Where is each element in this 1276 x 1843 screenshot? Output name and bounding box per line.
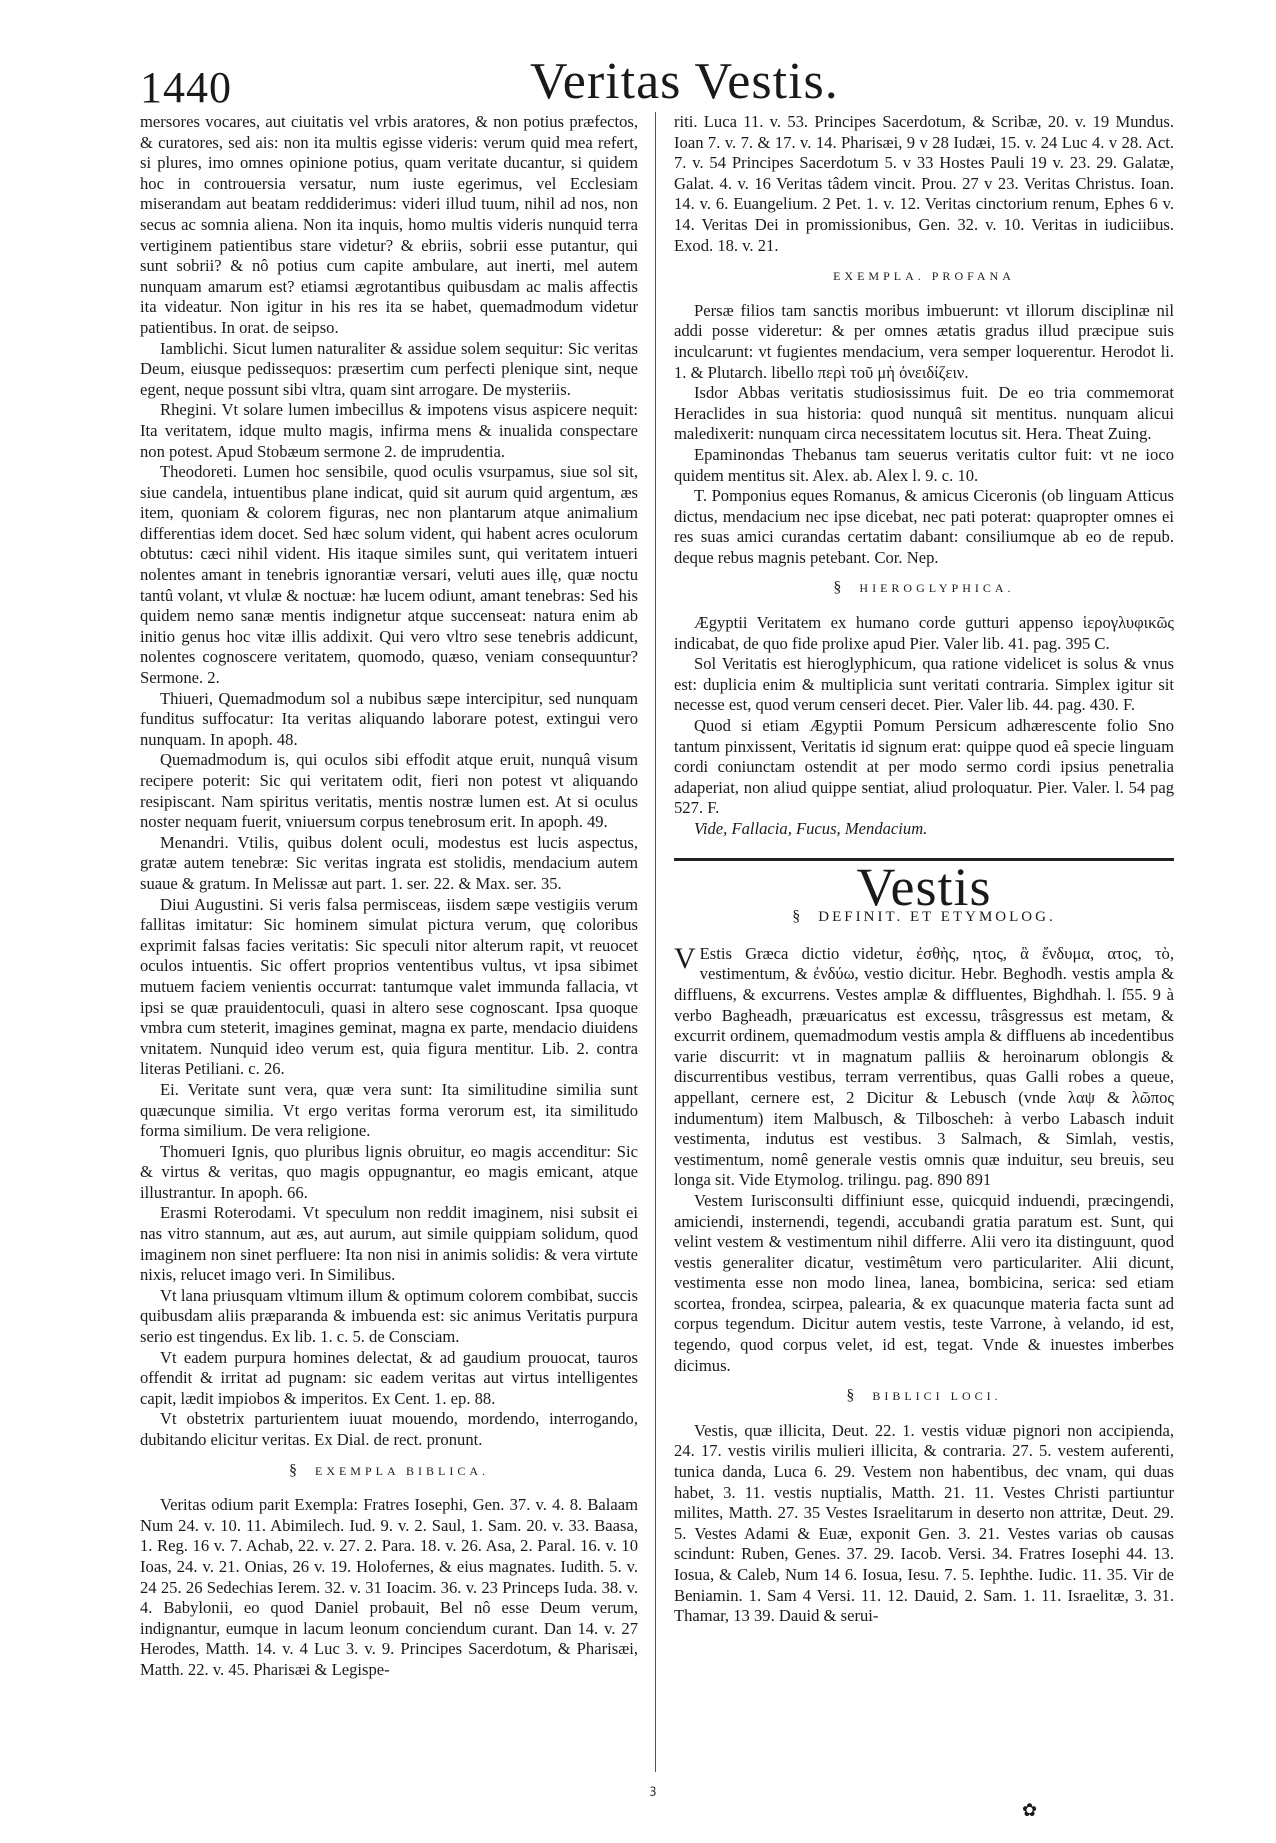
definit-paragraph: Vestem Iurisconsulti diffiniunt esse, quicquid induendi, præcingendi, amiciendi, insternendi, tegendi, accubandi gratia paratum est. Sunt, qui velint vestem & vestimentum nihil differre. Alii vero ita distinguunt, quod vestis generaliter dicatur, vestimêtum vero particulariter. Alii dicunt, vestimenta esse non modo linea, lanea, bombicina, serica: sed etiam scortea, frondea, scirpea, palearia, & ex quacunque materia facta sunt ad corpus tegendum. Dicitur autem vestis, teste Varrone, à velando, id est, tegendo, quod corpus velet, id est, tegat. Vnde & inuestes imberbes dicimus.	[674, 1190, 1174, 1375]
right-intro: riti. Luca 11. v. 53. Principes Sacerdotum, & Scribæ, 20. v. 19 Mundus. Ioan 7. v. 7. & 17. v. 14. Pharisæi, 9 v 28 Iudæi, 15. v. 24 Luc 4. v 28. Act. 7. v. 54 Principes Sacerdotum 5. v 33 Hostes Pauli 19 v. 23. 29. Galatæ, Galat. 4. v. 16 Veritas tâdem vincit. Prou. 27 v 23. Veritas Christus. Ioan. 14. v. 6. Euangelium. 2 Pet. 1. v. 12. Veritas cinctorium renum, Ephes 6 v. 14. Veritas Dei in promissionibus, Gen. 32. v. 10. Veritas in iudiciibus. Exod. 18. v. 21.	[674, 112, 1174, 255]
left-paragraph: Ei. Veritate sunt vera, quæ vera sunt: Ita similitudine similia sunt quæcunque similia. Vt ergo veritas forma verorum est, ita similitudo forma similium. De vera religione.	[140, 1079, 638, 1141]
left-paragraph: Iamblichi. Sicut lumen naturaliter & assidue solem sequitur: Sic veritas Deum, eiusque pedissequos: præsertim cum perfecti plenique sint, neque egent, neque possunt sibi vltra, quam sint arrogare. De mysteriis.	[140, 338, 638, 399]
signature-mark: ꝫ	[650, 1782, 657, 1796]
section-heading-profana	[674, 266, 1174, 287]
left-paragraph: Diui Augustini. Si veris falsa permisceas, iisdem sæpe vestigiis verum fallitas imitatur: Sic hominem simulat pictura verum, quę coloribus exprimit falsas facies veritatis: Sic speculi nitor alterum rapit, vt reuocet oculos intuentis. Sic offert proprios vententibus vultus, vt ipsa sibimet mutuem faciem venientis occurrat: tantumque valet immunda fallacia, vt ipsi se quæ prauidentoculi, quasi in altero sese cognoscant. Ipsa quoque vmbra cum steterit, imagines geminat, magna ex parte, mendacio diuidens vnitatem. Nunquid ideo verum est, quia figura mentitur. Lib. 2. contra literas Petiliani. c. 26.	[140, 894, 638, 1079]
left-paragraph: Theodoreti. Lumen hoc sensibile, quod oculis vsurpamus, siue sol sit, siue candela, intuentibus plane indicat, quid sit aurum quid argentum, æs item, quoniam & colorem figuras, nec non plantarum atque animalium differentias idem docet. Sed hæc solum vident, qui habent acres oculorum obtutus: cæci nihil vident. His itaque similes sunt, qui veritatem intueri nolentes amant in tenebris ignorantiæ versari, veluti aues illę, quæ noctu tantû volant, vt vlulæ & noctuæ: hæ lucem odiunt, amant tenebras: Sed his quidem nemo sanæ mentis indignetur atque succenseat: natura enim ab initio genus hoc vitæ illis addixit. Qui vero vltro sese tenebris addicunt, nolentes cognoscere veritatem, quomodo, quæso, veniam consequuntur? Sermone. 2.	[140, 462, 638, 688]
left-paragraph: Thomueri Ignis, quo pluribus lignis obruitur, eo magis accenditur: Sic & virtus & veritas, quo magis oppugnantur, eo magis emicant, atque illustrantur. In apoph. 66.	[140, 1141, 638, 1202]
profana-paragraph: Epaminondas Thebanus tam seuerus veritatis cultor fuit: vt ne ioco quidem mentitus sit. Alex. ab. Alex l. 9. c. 10.	[674, 444, 1174, 485]
right-column	[674, 112, 1174, 1792]
section-mark: §	[792, 908, 801, 926]
section-title: BIBLICI LOCI.	[872, 1389, 1002, 1404]
section-heading-hieroglyphica	[674, 578, 1174, 599]
left-column	[140, 112, 638, 1792]
hiero-paragraph: Sol Veritatis est hieroglyphicum, qua ratione videlicet is solus & vnus est: duplicia enim & multiplicia sunt veritati contraria. Simplex igitur sit necesse est, quod verum censeri decet. Pier. Valer lib. 44. pag. 430. F.	[674, 654, 1174, 715]
left-paragraph: Quemadmodum is, qui oculos sibi effodit atque eruit, nunquâ visum recipere poterit: Sic qui veritatem odit, fieri non potest vt aliquando resipiscant. Nam spiritus veritatis, mentis nostræ lumen est. At si oculus noster nequam fuerit, vniuersum corpus tenebrosum erit. In apoph. 49.	[140, 750, 638, 832]
profana-paragraph: Isdor Abbas veritatis studiosissimus fuit. De eo tria commemorat Heraclides in sua historia: quod nunquâ sit mentitus. nunquam alicui maledixerit: nunquam circa necessitatem locutus sit. Hera. Theat Zuing.	[674, 383, 1174, 444]
section-mark: §	[288, 1461, 297, 1479]
hiero-paragraph: Ægyptii Veritatem ex humano corde gutturi appenso ἱερογλυφικῶς indicabat, de quo fide prolixe apud Pier. Valer lib. 41. pag. 395 C.	[674, 613, 1174, 653]
section-title: HIEROGLYPHICA.	[859, 581, 1015, 596]
left-paragraph: Vt eadem purpura homines delectat, & ad gaudium prouocat, tauros offendit & irritat ad pugnam: sic eadem veritas aut virtus intelligentes capit, lædit impiobos & imperitos. Ex Cent. 1. ep. 88.	[140, 1347, 638, 1408]
left-paragraph: Vt lana priusquam vltimum illum & optimum colorem combibat, succis quibusdam aliis præparanda & imbuenda est: sic animus Veritatis purpura serio est tingendus. Ex lib. 1. c. 5. de Consciam.	[140, 1285, 638, 1347]
biblica-text: Veritas odium parit Exempla: Fratres Iosephi, Gen. 37. v. 4. 8. Balaam Num 24. v. 10. 11. Abimilech. Iud. 9. v. 2. Saul, 1. Sam. 20. v. 33. Baasa, 1. Reg. 16 v. 7. Achab, 22. v. 27. 2. Para. 18. v. 26. Asa, 2. Paral. 16. v. 10 Ioas, 24. v. 21. Onias, 26 v. 19. Holofernes, & eius magnates. Iudith. 5. v. 24 25. 26 Sedechias Ierem. 32. v. 31 Ioacim. 36. v. 23 Princeps Iuda. 38. v. 4. Babylonii, eo quod Daniel probauit, Bel nô esse Deum verum, indignantur, eumque in lacum leonum conciendum curant. Dan 14. v. 27 Herodes, Matth. 14. v. 4 Luc 3. v. 9. Principes Sacerdotum, & Pharisæi, Matth. 22. v. 45. Pharisæi & Legispe-	[140, 1495, 638, 1679]
section-heading-definit	[674, 907, 1174, 928]
left-paragraph: Erasmi Roterodami. Vt speculum non reddit imaginem, nisi subsit ei nas vitro stannum, aut æs, aut aurum, aut simile quippiam solidum, quod imaginem non sinet perfluere: Ita non nisi in animis solidis: & vera virtute nixis, relucet imago veri. In Similibus.	[140, 1203, 638, 1285]
cross-reference: Vide, Fallacia, Fucus, Mendacium.	[694, 819, 928, 838]
left-paragraph: Thiueri, Quemadmodum sol a nubibus sæpe intercipitur, sed nunquam funditus suffocatur: Ita veritas aliquando laborare potest, extingui vero nunquam. In apoph. 48.	[140, 688, 638, 749]
left-paragraph: Menandri. Vtilis, quibus dolent oculi, modestus est lucis aspectus, gratæ autem tenebræ: Sic veritas ingrata est stolidis, mendacium autem suaue & gratum. In Melissæ aut part. 1. ser. 22. & Max. ser. 35.	[140, 832, 638, 893]
hiero-paragraph: Quod si etiam Ægyptii Pomum Persicum adhærescente folio Sno tantum pinxissent, Veritatis id signum erat: quippe quod eâ specie linguam cordi coniunctam ostendit at per modo sermo cordi ipsius penetralia adaperiat, non aliud quippe sentiat, aliud proloquatur. Pier. Valer. l. 54 pag 527. F.	[674, 716, 1174, 818]
section-mark: §	[846, 1387, 855, 1405]
section-heading-biblica	[140, 1461, 638, 1482]
section-title: EXEMPLA. PROFANA	[833, 269, 1015, 284]
section-title: DEFINIT. ET ETYMOLOG.	[818, 909, 1056, 926]
left-paragraph: mersores vocares, aut ciuitatis vel vrbis aratores, & non potius præfectos, & curatores, sed ais: non ita multis egisse videris: verum quid mea refert, si plures, imo omnes opinione potius, quam veritate ducantur, si quidem hoc in controuersia versatur, num iuste egerimus, vel Ecclesiam miserandam aut beatam reddiderimus: videri illud tuum, nihil ad nos, non secus ac somnia aliena. Non ita inquis, homo multis videris nunquid terra vertiginem patientibus stare videtur? & ebriis, sobrii esse putantur, qui sunt sobrii? & nô potius cum capite ambulare, aut inerti, mel autem nunquam amarum est? etiamsi ægrotantibus quibusdam ac malis affectis ita videatur. Non igitur in his res ita se habet, quemadmodum videtur patientibus. In orat. de seipso.	[140, 112, 638, 337]
running-title: Veritas Vestis.	[530, 53, 839, 110]
drop-cap: V	[674, 941, 696, 975]
section-heading-loci	[674, 1386, 1174, 1407]
section-title: EXEMPLA BIBLICA.	[314, 1463, 489, 1478]
column-divider	[655, 112, 656, 1772]
entry-heading-vestis: Vestis	[856, 856, 992, 917]
profana-paragraph: T. Pomponius eques Romanus, & amicus Ciceronis (ob linguam Atticus dictus, mendacium nec ipse dicebat, nec pati poterat: quapropter omnes ei res suas amici curandas certatim dabant: consiliumque ab eo de repub. deque rebus magnis petebant. Cor. Nep.	[674, 486, 1174, 567]
profana-paragraph: Persæ filios tam sanctis moribus imbuerunt: vt illorum disciplinæ nil addi posse videretur: & per omnes ætatis gradus illud præcipue suis inculcarunt: vt fugientes mendacium, vera semper loquerentur. Herodot li. 1. & Plutarch. libello περὶ τοῦ μὴ ὀνειδίζειν.	[674, 300, 1174, 382]
loci-text: Vestis, quæ illicita, Deut. 22. 1. vestis viduæ pignori non accipienda, 24. 17. vestis virilis mulieri illicita, & contraria. 27. 5. vestem auferenti, tunica danda, Luca 6. 29. Vestem non habentibus, dec vnam, qui duas habet, 3. 11. vestis nuptialis, Matth. 21. 11. Vestes Christi partiuntur milites, Matth. 27. 35 Vestes Israelitarum in deserto non attritæ, Deut. 29. 5. Vestes Adami & Euæ, exponit Gen. 3. 21. Vestes varias ob causas scindunt: Ruben, Genes. 37. 29. Iacob. Versi. 34. Fratres Iosephi 44. 13. Iosua, & Caleb, Num 14 6. Iosua, Iesu. 7. 5. Iephthe. Iudic. 11. 35. Vir de Beniamin. 1. Sam 4 Versi. 11. 12. Dauid, 2. Sam. 1. 11. Israelitæ, 3. 31. Thamar, 13 39. Dauid & serui-	[674, 1420, 1174, 1626]
page-number: 1440	[140, 63, 232, 112]
left-paragraph: Vt obstetrix parturientem iuuat mouendo, mordendo, interrogando, dubitando elicitur veritas. Ex Dial. de rect. pronunt.	[140, 1409, 638, 1449]
left-paragraph: Rhegini. Vt solare lumen imbecillus & impotens visus aspicere nequit: Ita veritatem, idque multo magis, infirma mens & inualida conspectare non potest. Apud Stobæum sermone 2. de imprudentia.	[140, 400, 638, 461]
section-mark: §	[833, 579, 842, 597]
ornament-icon: ✿	[1022, 1800, 1038, 1820]
definit-paragraph	[674, 941, 1174, 1191]
definit-paragraph-text: Estis Græca dictio videtur, ἐσθὴς, ητος, ἃ ἔνδυμα, ατος, τὸ, vestimentum, & ἐνδύω, vestio dicitur. Hebr. Beghodh. vestis ampla & diffluens, & excurrens. Vestes amplæ & diffluentes, Bighdhah. l. ſ55. 9 à verbo Bagheadh, præuaricatus est excessu, trâsgressus est metam, & excurrit ordinem, quemadmodum vestis ampla & diffluens ab incedentibus varie discurrit: vt in magnatum palliis & heroinarum oblongis & discurrentibus vestibus, terram verrentibus, quas Galli robes a queue, appellant, cernere est, 2 Dicitur & Lebusch (vnde λαψ & λῶπος indumentum) item Malbusch, & Tilboscheh: à verbo Labasch induit vestimenta, indutus est vestibus. 3 Salmach, & Simlah, vestis, vestimentum, nomê generale vestis omnis quæ induitur, seu breuis, seu longa sit. Vide Etymolog. trilingu. pag. 890 891	[674, 943, 1174, 1190]
